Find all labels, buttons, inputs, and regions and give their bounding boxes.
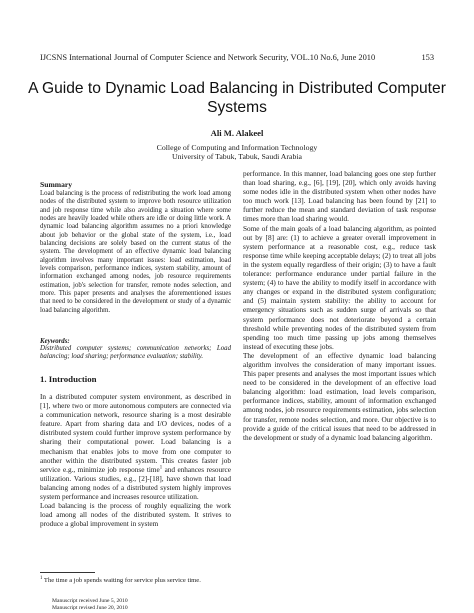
- footnote-marker: 1: [159, 465, 163, 471]
- keywords-label: Keywords:: [40, 338, 70, 345]
- author-name: Ali M. Alakeel: [210, 128, 264, 138]
- manuscript-received: Manuscript received June 5, 2010: [52, 598, 128, 604]
- keywords-block: [40, 338, 231, 362]
- section-heading-introduction: 1. Introduction: [40, 374, 97, 384]
- affiliation-line-1: College of Computing and Information Technology: [156, 143, 318, 152]
- affiliation-line-2: University of Tabuk, Tabuk, Saudi Arabia: [171, 152, 303, 162]
- summary-text: Load balancing is the process of redistributing the work load among nodes of the distributed system to improve both resource utilization and job response time while also avoiding a situation where some nodes are heavily loaded while others are idle or doing little work. A dynamic load balancing algorithm assumes no a priori knowledge about job behavior or the global state of the system, i.e., load balancing decisions are solely based on the current status of the system. The development of an effective dynamic load balancing algorithm involves many important issues: load estimation, load levels comparison, performance indices, system stability, amount of information exchanged among nodes, job resource requirements estimation, job's selection for transfer, remote nodes selection, and more. This paper presents and analyses the aforementioned issues that need to be considered in the development or study of a dynamic load balancing algorithm.: [40, 190, 231, 314]
- right-paragraph-2: Some of the main goals of a load balancing algorithm, as pointed out by [8] are: (1) to achieve a greater overall improvement in system performance at a reasonable cost, e.g., reduce task response time while keeping acceptable delays; (2) to treat all jobs in the system equally regardless of their origin; (3) to have a fault tolerance: performance endurance under partial failure in the system; (4) to have the ability to modify itself in accordance with any changes or expand in the distributed system configuration; and (5) maintain system stability: the ability to account for emergency situations such as sudden surge of arrivals so that system performance does not deteriorate beyond a certain threshold while preventing nodes of the distributed system from spending too much time passing up jobs among themselves instead of executing these jobs.: [243, 224, 436, 351]
- intro-paragraph-1-text: In a distributed computer system environment, as described in [1], where two or more autonomous computers are connected via a communication network, resource sharing is a most desirable feature. Apart from sharing data and I/O devices, nodes of a distributed system could further improve system performance by sharing their computational power. Load balancing is a mechanism that enables jobs to move from one computer to another within the distributed system. This creates faster job service e.g., minimize job response time: [40, 393, 231, 474]
- summary-body: [40, 190, 231, 315]
- keywords-text: Distributed computer systems; communication networks; Load balancing; load sharing; performance evaluation; stability.: [40, 345, 231, 361]
- summary-heading: Summary: [40, 180, 73, 189]
- affiliation: [0, 143, 474, 162]
- right-paragraph-3: The development of an effective dynamic load balancing algorithm involves the consideration of many important issues. This paper presents and analyses the most important issues which need to be considered in the development of an effective load balancing algorithm: load estimation, load levels comparison, performance indices, stability, amount of information exchanged among nodes, job resource requirements estimation, jobs selection for transfer, remote nodes selection, and more. Our objective is to provide a guide of the critical issues that need to be addressed in the development or study of a dynamic load balancing algorithm.: [243, 351, 436, 442]
- manuscript-revised: Manuscript revised June 20, 2010: [52, 604, 128, 611]
- page-number: 153: [421, 53, 434, 62]
- right-paragraph-1: performance. In this manner, load balancing goes one step further than load sharing, e.g., [6], [19], [20], which only avoids having some nodes idle in the distributed system when other nodes have too much work [13]. Load balancing has been found by [21] to further reduce the mean and standard deviation of task response times more than load sharing would.: [243, 170, 436, 224]
- introduction-body: [40, 393, 231, 529]
- intro-paragraph-1-cont: and enhances resource utilization. Various studies, e.g., [2]-[18], have shown that load balancing among nodes of a distributed system highly improves system performance and increases resource utilization.: [40, 465, 231, 502]
- intro-paragraph-2: Load balancing is the process of roughly equalizing the work load among all nodes of the distributed system. It strives to produce a global improvement in system: [40, 502, 231, 529]
- manuscript-dates: [40, 598, 128, 611]
- paper-title: A Guide to Dynamic Load Balancing in Distributed Computer Systems: [28, 80, 446, 116]
- footnote: [40, 577, 231, 585]
- footnote-rule: [40, 572, 95, 573]
- right-column: [243, 170, 436, 443]
- intro-paragraph: [40, 393, 231, 502]
- journal-name: IJCSNS International Journal of Computer Science and Network Security, VOL.10 No.6, June 2010: [40, 53, 376, 62]
- footnote-number: 1: [40, 575, 43, 581]
- footnote-text: The time a job spends waiting for service plus service time.: [42, 577, 201, 584]
